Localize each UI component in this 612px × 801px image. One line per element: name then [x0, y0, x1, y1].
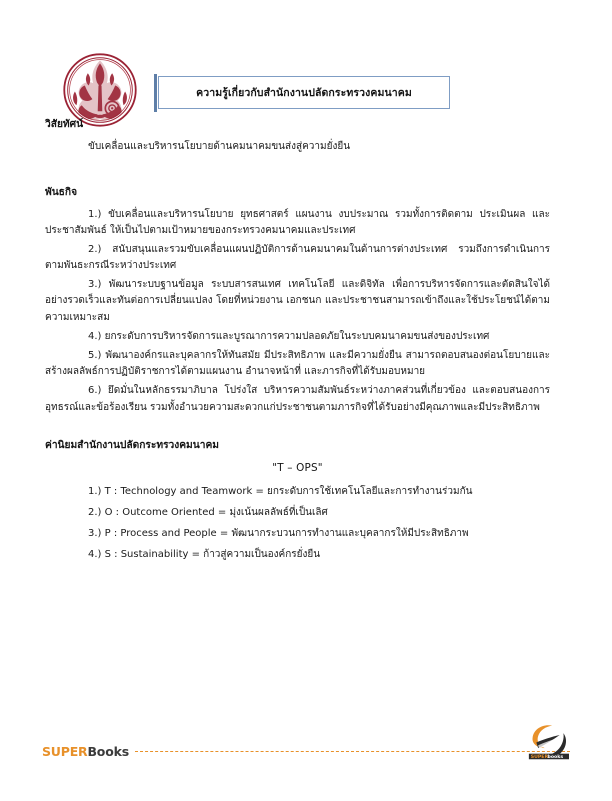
mission-item: 4.) ยกระดับการบริหารจัดการและบูรณาการความปลอดภัยในระบบคมนาคมขนส่งของประเทศ [88, 330, 490, 342]
values-item: 1.) T : Technology and Teamwork = ยกระดับการใช้เทคโนโลยีและการทำงานร่วมกัน [88, 485, 473, 497]
footer-brand [42, 744, 129, 759]
footer-brand-books: Books [87, 744, 129, 759]
ministry-of-transport-emblem-icon [62, 52, 138, 128]
values-item: 3.) P : Process and People = พัฒนากระบวนการทำงานและบุคลากรให้มีประสิทธิภาพ [88, 527, 469, 539]
mission-heading: พันธกิจ [45, 186, 78, 198]
values-item: 2.) O : Outcome Oriented = มุ่งเน้นผลลัพธ์ที่เป็นเลิศ [88, 506, 328, 518]
document-body [45, 118, 573, 568]
footer-rule [42, 744, 570, 759]
vision-text: ขับเคลื่อนและบริหารนโยบายด้านคมนาคมขนส่งสู่ความยั่งยืน [88, 140, 351, 152]
values-item: 4.) S : Sustainability = ก้าวสู่ความเป็นองค์กรยั่งยืน [88, 548, 321, 560]
mission-item: 6.) ยึดมั่นในหลักธรรมาภิบาล โปร่งใส บริหารความสัมพันธ์ระหว่างภาคส่วนที่เกี่ยวข้อง และตอบสนองการอุทธรณ์และข้อร้องเรียน รวมทั้งอำนวยความสะดวกแก่ประชาชนตามภารกิจที่ได้รับอย่างมีคุณภาพและมีประสิทธิภาพ [45, 385, 550, 413]
svg-text:books: books [547, 755, 564, 761]
mission-item: 2.) สนับสนุนและรวมขับเคลื่อนแผนปฏิบัติการด้านคมนาคมในด้านการต่างประเทศ รวมถึงการดำเนินการตามพันธะกรณีระหว่างประเทศ [45, 243, 550, 272]
values-heading: ค่านิยมสำนักงานปลัดกระทรวงคมนาคม [45, 439, 219, 451]
footer-divider [135, 751, 570, 752]
spacer [45, 154, 573, 186]
page-footer [0, 721, 612, 781]
mission-item: 5.) พัฒนาองค์กรและบุคลากรให้ทันสมัย มีประสิทธิภาพ และมีความยั่งยืน สามารถตอบสนองต่อนโยบายและสร้างผลลัพธ์การปฏิบัติราชการได้ตามแผนงาน อำนาจหน้าที่ และภารกิจที่ได้รับมอบหมาย [45, 350, 550, 378]
page-header [0, 24, 612, 110]
superbooks-logo-icon [522, 721, 574, 763]
svg-text:SUPER: SUPER [530, 755, 549, 761]
footer-brand-super: SUPER [42, 744, 88, 759]
mission-item: 1.) ขับเคลื่อนและบริหารนโยบาย ยุทธศาสตร์ แผนงาน งบประมาณ รวมทั้งการติดตาม ประเมินผล และประชาสัมพันธ์ ให้เป็นไปตามเป้าหมายของกระทรวงคมนาคมและประเทศ [45, 208, 550, 236]
page-title-box [158, 76, 450, 109]
page-title: ความรู้เกี่ยวกับสำนักงานปลัดกระทรวงคมนาคม [196, 87, 412, 99]
spacer [45, 419, 573, 439]
values-acronym: "T – OPS" [272, 461, 323, 474]
mission-item: 3.) พัฒนาระบบฐานข้อมูล ระบบสารสนเทศ เทคโนโลยี และดิจิทัล เพื่อการบริหารจัดการและตัดสินใจได้อย่างรวดเร็วและทันต่อการเปลี่ยนแปลง โดยที่หน่วยงาน เอกชนก และประชาชนสามารถเข้าถึงและใช้ประโยชน์ได้ตามความเหมาะสม [45, 279, 550, 323]
vision-heading: วิสัยทัศน์ [45, 119, 84, 130]
